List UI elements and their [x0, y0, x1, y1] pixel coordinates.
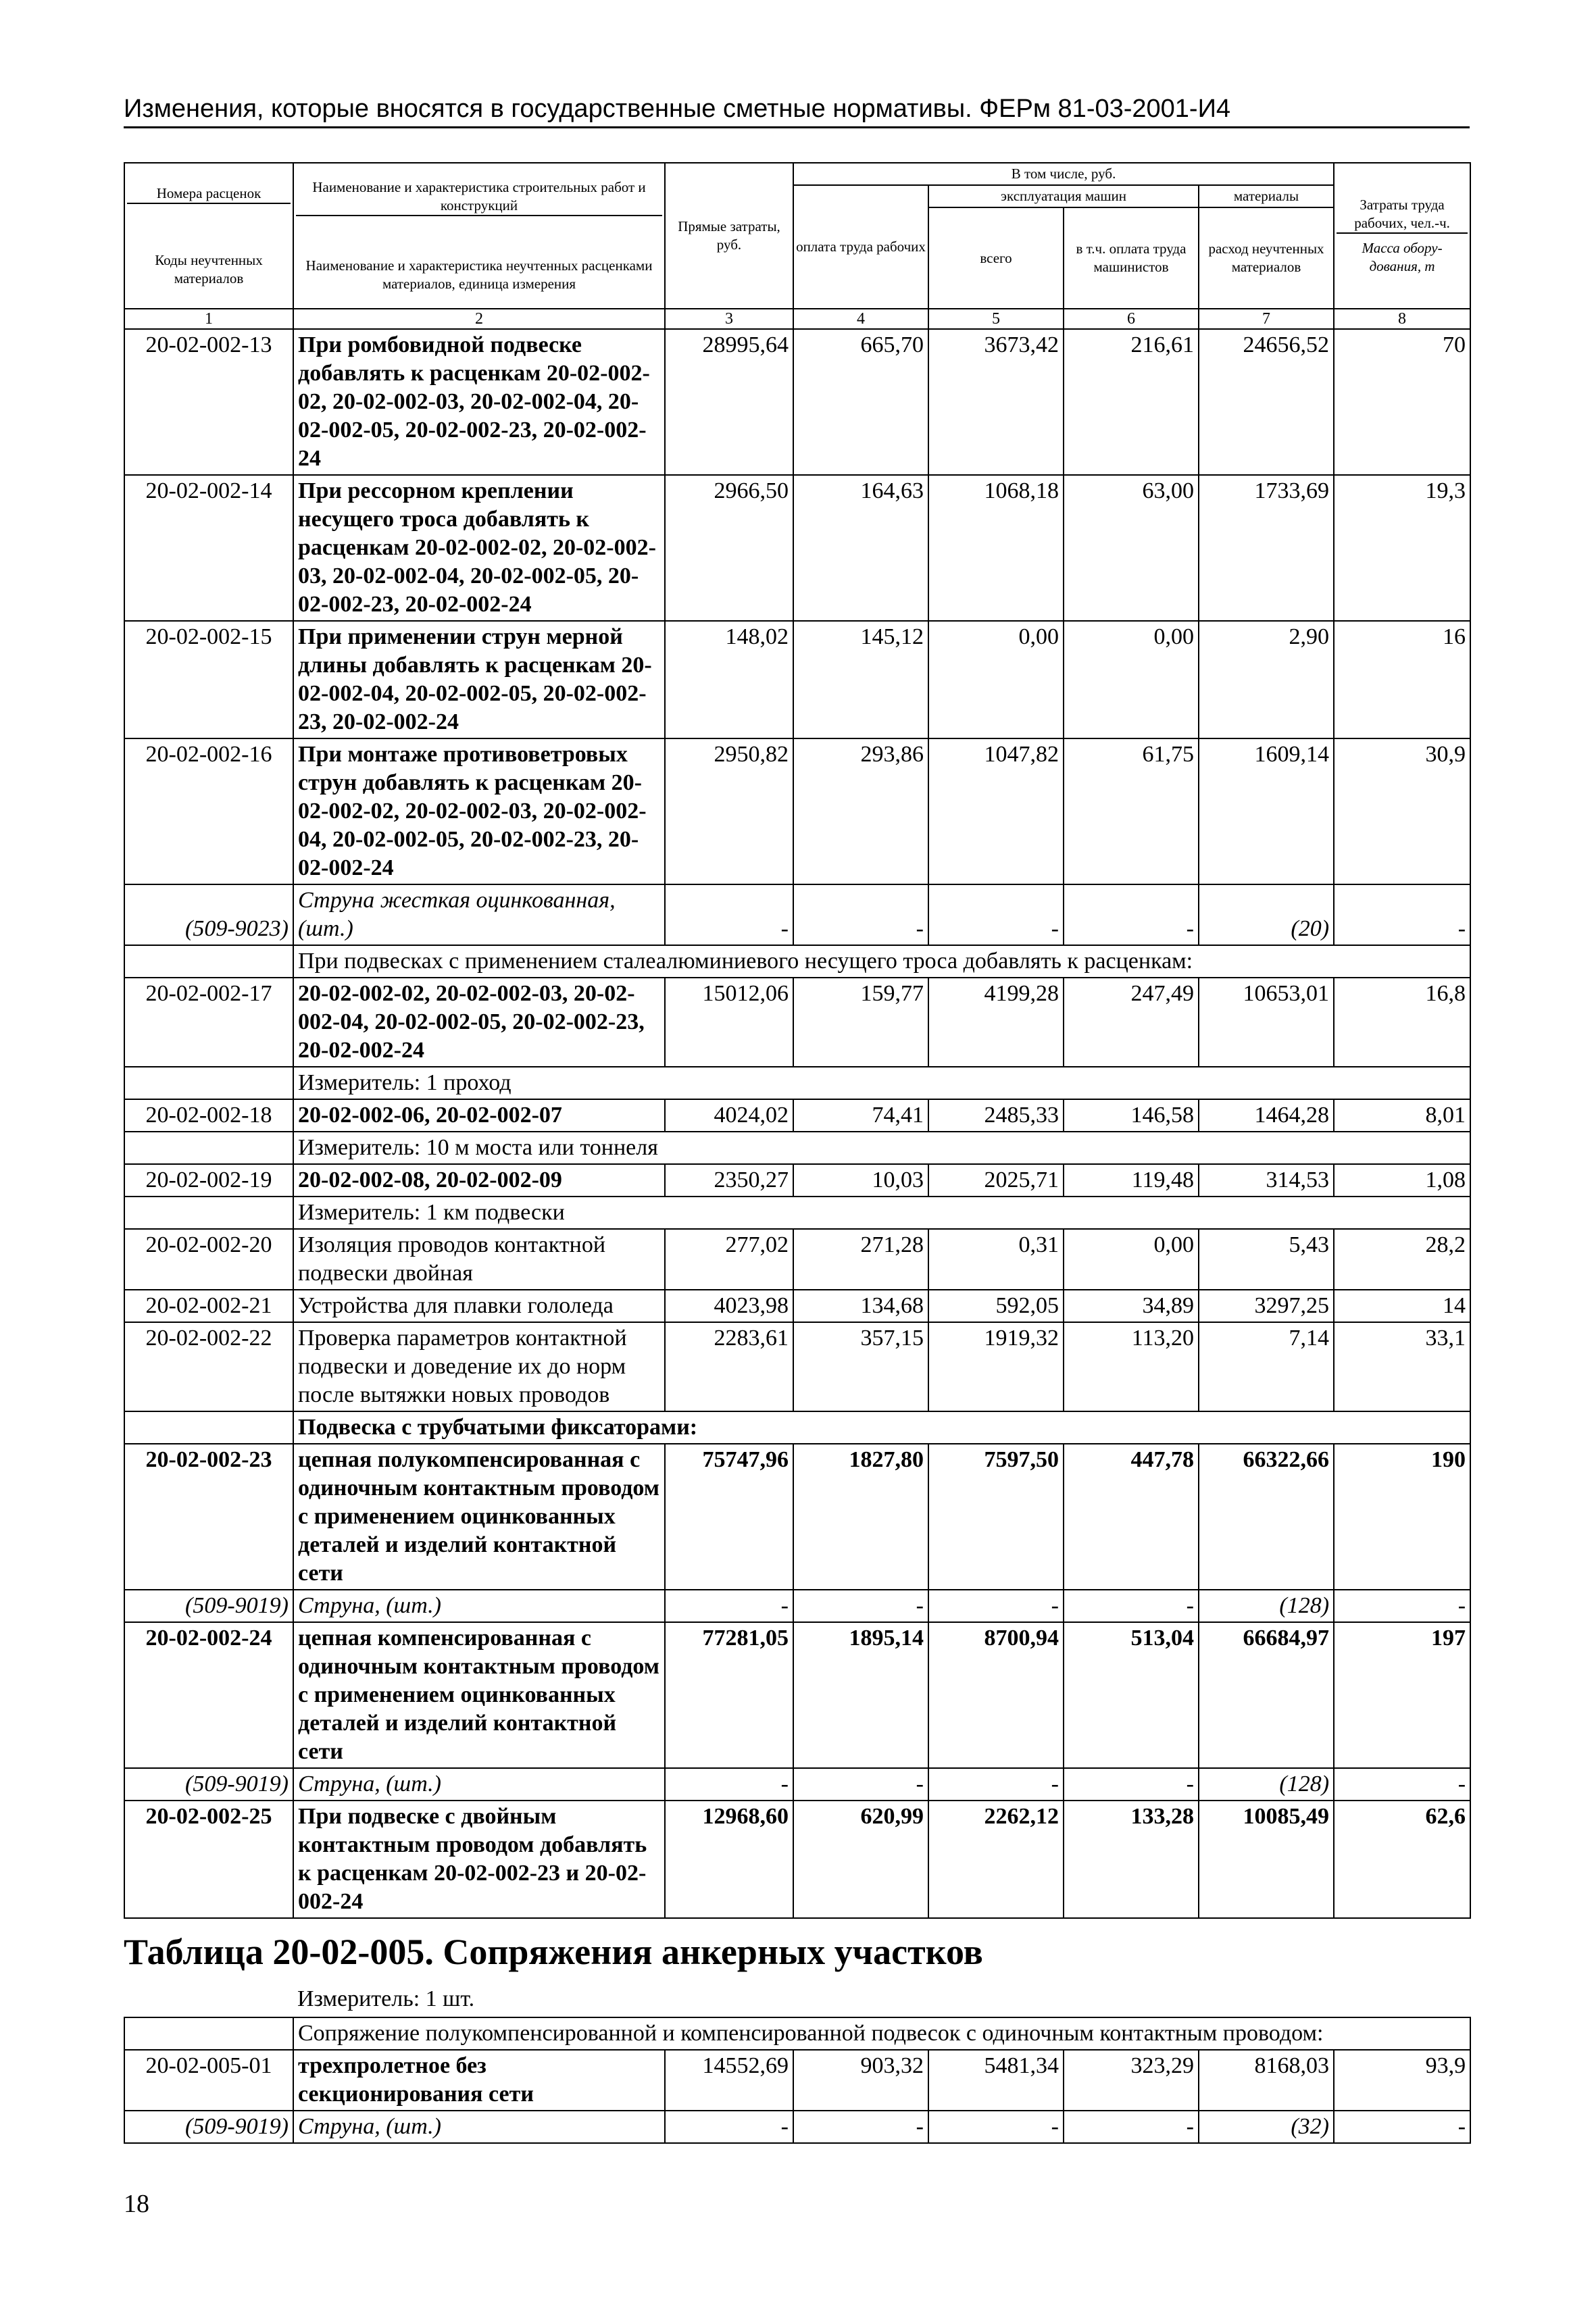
rate-mach: 1068,18 — [928, 475, 1064, 621]
rate-code: 20-02-002-17 — [124, 978, 293, 1067]
rate-mach_w: 61,75 — [1064, 738, 1199, 884]
table-row — [124, 2050, 1470, 2111]
empty-cell — [124, 1132, 293, 1164]
rate-labor: 19,3 — [1334, 475, 1470, 621]
dash-cell: - — [1064, 2111, 1199, 2143]
resource-row — [124, 1768, 1470, 1801]
rate-wages: 134,68 — [793, 1290, 928, 1322]
rate-mach_w: 0,00 — [1064, 621, 1199, 738]
col-header-materials: материалы — [1199, 185, 1334, 207]
rate-wages: 620,99 — [793, 1801, 928, 1918]
dash-cell: - — [793, 1768, 928, 1801]
rate-mat: 1464,28 — [1199, 1099, 1334, 1132]
resource-name: Струна жесткая оцинкованная, (шт.) — [293, 884, 665, 945]
rate-direct: 2966,50 — [665, 475, 793, 621]
rate-direct: 75747,96 — [665, 1444, 793, 1590]
section-row — [124, 1067, 1470, 1099]
rate-mach_w: 216,61 — [1064, 329, 1199, 475]
dash-cell: - — [665, 2111, 793, 2143]
section-label: Измеритель: 10 м моста или тоннеля — [293, 1132, 1470, 1164]
empty-cell — [124, 1411, 293, 1444]
rate-labor: 30,9 — [1334, 738, 1470, 884]
table-row — [124, 475, 1470, 621]
rate-mach: 592,05 — [928, 1290, 1064, 1322]
rate-mach: 2025,71 — [928, 1164, 1064, 1197]
col-header-labor-cost: Затраты труда рабочих, чел.-ч. — [1337, 196, 1468, 234]
rate-name: Устройства для плавки гололеда — [293, 1290, 665, 1322]
dash-cell: - — [793, 884, 928, 945]
col-header-codes — [124, 163, 293, 309]
col-number: 5 — [928, 309, 1064, 329]
table-row — [124, 1322, 1470, 1411]
dash-cell: - — [1064, 884, 1199, 945]
resource-code: (509-9019) — [124, 1590, 293, 1622]
rate-wages: 271,28 — [793, 1229, 928, 1290]
table-row — [124, 1290, 1470, 1322]
section-row — [124, 1132, 1470, 1164]
rate-wages: 145,12 — [793, 621, 928, 738]
rate-labor: 16,8 — [1334, 978, 1470, 1067]
rate-mach: 2485,33 — [928, 1099, 1064, 1132]
dash-cell: - — [1064, 1590, 1199, 1622]
rate-labor: 28,2 — [1334, 1229, 1470, 1290]
rate-code: 20-02-002-22 — [124, 1322, 293, 1411]
dash-cell: - — [928, 1590, 1064, 1622]
rate-mach_w: 247,49 — [1064, 978, 1199, 1067]
resource-amount: (128) — [1199, 1590, 1334, 1622]
rate-direct: 14552,69 — [665, 2050, 793, 2111]
rate-mach: 3673,42 — [928, 329, 1064, 475]
dash-cell: - — [1334, 884, 1470, 945]
rate-name: 20-02-002-06, 20-02-002-07 — [293, 1099, 665, 1132]
rate-mach_w: 0,00 — [1064, 1229, 1199, 1290]
col-header-mach-total: всего — [928, 207, 1064, 309]
rate-mat: 66322,66 — [1199, 1444, 1334, 1590]
rate-direct: 2950,82 — [665, 738, 793, 884]
rate-code: 20-02-005-01 — [124, 2050, 293, 2111]
col-number: 3 — [665, 309, 793, 329]
rate-direct: 277,02 — [665, 1229, 793, 1290]
table-row — [124, 738, 1470, 884]
table-row — [124, 1444, 1470, 1590]
col-number: 4 — [793, 309, 928, 329]
rate-name: При подвеске с двойным контактным проводом добавлять к расценкам 20-02-002-23 и 20-02-002-24 — [293, 1801, 665, 1918]
rate-code: 20-02-002-25 — [124, 1801, 293, 1918]
rate-mach: 5481,34 — [928, 2050, 1064, 2111]
table-title: Таблица 20-02-005. Сопряжения анкерных участков — [124, 1932, 983, 1972]
anchor-table — [124, 2017, 1471, 2144]
rate-mach: 7597,50 — [928, 1444, 1064, 1590]
rate-wages: 1827,80 — [793, 1444, 928, 1590]
table-row — [124, 621, 1470, 738]
dash-cell: - — [1334, 2111, 1470, 2143]
rate-mach_w: 63,00 — [1064, 475, 1199, 621]
section-label: Измеритель: 1 проход — [293, 1067, 1470, 1099]
rate-mat: 8168,03 — [1199, 2050, 1334, 2111]
section-label: Сопряжение полукомпенсированной и компенсированной подвесок с одиночным контактным проводом: — [293, 2017, 1470, 2050]
rate-code: 20-02-002-20 — [124, 1229, 293, 1290]
rate-direct: 4024,02 — [665, 1099, 793, 1132]
rate-labor: 70 — [1334, 329, 1470, 475]
rate-direct: 4023,98 — [665, 1290, 793, 1322]
col-number: 6 — [1064, 309, 1199, 329]
rate-mach: 0,31 — [928, 1229, 1064, 1290]
col-header-mat-unaccounted: расход неучтенных материалов — [1199, 207, 1334, 309]
rate-code: 20-02-002-23 — [124, 1444, 293, 1590]
rate-code: 20-02-002-13 — [124, 329, 293, 475]
rates-table — [124, 162, 1471, 1919]
table-row — [124, 329, 1470, 475]
resource-row — [124, 2111, 1470, 2143]
rate-labor: 33,1 — [1334, 1322, 1470, 1411]
section-label: При подвесках с применением сталеалюминиевого несущего троса добавлять к расценкам: — [293, 945, 1470, 978]
rate-mach: 1047,82 — [928, 738, 1064, 884]
rate-labor: 93,9 — [1334, 2050, 1470, 2111]
resource-name: Струна, (шт.) — [293, 2111, 665, 2143]
dash-cell: - — [928, 884, 1064, 945]
section-label: Подвеска с трубчатыми фиксаторами: — [293, 1411, 1470, 1444]
dash-cell: - — [793, 2111, 928, 2143]
rate-mach_w: 119,48 — [1064, 1164, 1199, 1197]
section-label: Измеритель: 1 км подвески — [293, 1197, 1470, 1229]
rate-code: 20-02-002-21 — [124, 1290, 293, 1322]
rate-labor: 14 — [1334, 1290, 1470, 1322]
resource-code: (509-9019) — [124, 1768, 293, 1801]
col-number: 2 — [293, 309, 665, 329]
rate-direct: 148,02 — [665, 621, 793, 738]
empty-cell — [124, 1067, 293, 1099]
rate-mat: 5,43 — [1199, 1229, 1334, 1290]
rate-mach: 1919,32 — [928, 1322, 1064, 1411]
rate-name: При применении струн мерной длины добавлять к расценкам 20-02-002-04, 20-02-002-05, 20-02-002-23, 20-02-002-24 — [293, 621, 665, 738]
table-row — [124, 1164, 1470, 1197]
rate-mat: 7,14 — [1199, 1322, 1334, 1411]
rate-mat: 1609,14 — [1199, 738, 1334, 884]
rate-wages: 293,86 — [793, 738, 928, 884]
empty-cell — [124, 2017, 293, 2050]
col-header-mass: Масса обору-дования, т — [1362, 240, 1443, 274]
rate-mat: 10653,01 — [1199, 978, 1334, 1067]
rate-name: цепная полукомпенсированная с одиночным контактным проводом с применением оцинкованных деталей и изделий контактной сети — [293, 1444, 665, 1590]
rate-name: При рессорном креплении несущего троса добавлять к расценкам 20-02-002-02, 20-02-002-03, 20-02-002-04, 20-02-002-05, 20-02-002-23, 20-02-002-24 — [293, 475, 665, 621]
rate-labor: 197 — [1334, 1622, 1470, 1768]
rate-code: 20-02-002-24 — [124, 1622, 293, 1768]
col-header-mach-wages: в т.ч. оплата труда машинистов — [1064, 207, 1199, 309]
rate-wages: 665,70 — [793, 329, 928, 475]
resource-row — [124, 884, 1470, 945]
dash-cell: - — [1334, 1590, 1470, 1622]
table-row — [124, 1801, 1470, 1918]
rate-wages: 164,63 — [793, 475, 928, 621]
col-header-incl: В том числе, руб. — [793, 163, 1334, 185]
rate-code: 20-02-002-14 — [124, 475, 293, 621]
rate-labor: 1,08 — [1334, 1164, 1470, 1197]
col-header-material-codes: Коды неучтенных материалов — [155, 251, 263, 286]
col-header-machines: эксплуатация машин — [928, 185, 1199, 207]
rate-labor: 190 — [1334, 1444, 1470, 1590]
rate-name: 20-02-002-08, 20-02-002-09 — [293, 1164, 665, 1197]
table-head — [124, 163, 1470, 329]
table-row — [124, 1099, 1470, 1132]
rate-name: При ромбовидной подвеске добавлять к расценкам 20-02-002-02, 20-02-002-03, 20-02-002-04, 20-02-002-05, 20-02-002-23, 20-02-002-24 — [293, 329, 665, 475]
resource-name: Струна, (шт.) — [293, 1590, 665, 1622]
dash-cell: - — [665, 884, 793, 945]
col-header-names — [293, 163, 665, 309]
resource-code: (509-9019) — [124, 2111, 293, 2143]
dash-cell: - — [665, 1590, 793, 1622]
resource-code: (509-9023) — [124, 884, 293, 945]
rate-name: Изоляция проводов контактной подвески двойная — [293, 1229, 665, 1290]
rate-mat: 24656,52 — [1199, 329, 1334, 475]
rate-name: трехпролетное без секционирования сети — [293, 2050, 665, 2111]
rate-mach_w: 133,28 — [1064, 1801, 1199, 1918]
rate-mach: 8700,94 — [928, 1622, 1064, 1768]
page-header: Изменения, которые вносятся в государственные сметные нормативы. ФЕРм 81-03-2001-И4 — [124, 95, 1470, 128]
col-header-materials-name: Наименование и характеристика неучтенных расценками материалов, единица измерения — [305, 257, 653, 292]
rate-labor: 16 — [1334, 621, 1470, 738]
col-number: 7 — [1199, 309, 1334, 329]
rate-mat: 3297,25 — [1199, 1290, 1334, 1322]
col-header-labor — [1334, 163, 1470, 309]
table-body — [124, 329, 1470, 1918]
rate-mat: 66684,97 — [1199, 1622, 1334, 1768]
rate-wages: 10,03 — [793, 1164, 928, 1197]
rate-mach_w: 146,58 — [1064, 1099, 1199, 1132]
rate-name: Проверка параметров контактной подвески и доведение их до норм после вытяжки новых проводов — [293, 1322, 665, 1411]
rate-name: При монтаже противоветровых струн добавлять к расценкам 20-02-002-02, 20-02-002-03, 20-02-002-04, 20-02-002-05, 20-02-002-23, 20-02-002-24 — [293, 738, 665, 884]
dash-cell: - — [1334, 1768, 1470, 1801]
table-row — [124, 978, 1470, 1067]
rate-mach: 4199,28 — [928, 978, 1064, 1067]
rate-wages: 74,41 — [793, 1099, 928, 1132]
resource-row — [124, 1590, 1470, 1622]
empty-cell — [124, 1197, 293, 1229]
section-row — [124, 1411, 1470, 1444]
rate-wages: 357,15 — [793, 1322, 928, 1411]
dash-cell: - — [928, 2111, 1064, 2143]
dash-cell: - — [1064, 1768, 1199, 1801]
rate-direct: 12968,60 — [665, 1801, 793, 1918]
rate-mach_w: 34,89 — [1064, 1290, 1199, 1322]
rate-mat: 1733,69 — [1199, 475, 1334, 621]
dash-cell: - — [665, 1768, 793, 1801]
col-number: 1 — [124, 309, 293, 329]
dash-cell: - — [793, 1590, 928, 1622]
resource-name: Струна, (шт.) — [293, 1768, 665, 1801]
rate-direct: 15012,06 — [665, 978, 793, 1067]
col-header-direct: Прямые затраты, руб. — [665, 163, 793, 309]
rate-name: цепная компенсированная с одиночным контактным проводом с применением оцинкованных деталей и изделий контактной сети — [293, 1622, 665, 1768]
rate-mach_w: 113,20 — [1064, 1322, 1199, 1411]
col-header-works: Наименование и характеристика строительных работ и конструкций — [296, 178, 662, 216]
rate-mach: 0,00 — [928, 621, 1064, 738]
rate-mach_w: 323,29 — [1064, 2050, 1199, 2111]
section-row — [124, 1197, 1470, 1229]
rate-mat: 10085,49 — [1199, 1801, 1334, 1918]
rate-code: 20-02-002-16 — [124, 738, 293, 884]
col-header-wages: оплата труда рабочих — [793, 185, 928, 309]
page-number: 18 — [124, 2190, 149, 2218]
col-number: 8 — [1334, 309, 1470, 329]
rate-wages: 1895,14 — [793, 1622, 928, 1768]
rate-wages: 159,77 — [793, 978, 928, 1067]
rate-direct: 2283,61 — [665, 1322, 793, 1411]
rate-mach: 2262,12 — [928, 1801, 1064, 1918]
rate-labor: 8,01 — [1334, 1099, 1470, 1132]
rate-name: 20-02-002-02, 20-02-002-03, 20-02-002-04, 20-02-002-05, 20-02-002-23, 20-02-002-24 — [293, 978, 665, 1067]
table-row — [124, 1229, 1470, 1290]
dash-cell: - — [928, 1768, 1064, 1801]
rate-code: 20-02-002-15 — [124, 621, 293, 738]
rate-direct: 2350,27 — [665, 1164, 793, 1197]
rate-direct: 28995,64 — [665, 329, 793, 475]
rate-labor: 62,6 — [1334, 1801, 1470, 1918]
empty-cell — [124, 945, 293, 978]
resource-amount: (128) — [1199, 1768, 1334, 1801]
table-body — [124, 2017, 1470, 2143]
rate-mach_w: 513,04 — [1064, 1622, 1199, 1768]
table-row — [124, 1622, 1470, 1768]
rate-code: 20-02-002-18 — [124, 1099, 293, 1132]
rate-mach_w: 447,78 — [1064, 1444, 1199, 1590]
section-row — [124, 945, 1470, 978]
rate-direct: 77281,05 — [665, 1622, 793, 1768]
section-row — [124, 2017, 1470, 2050]
resource-amount: (20) — [1199, 884, 1334, 945]
rate-mat: 2,90 — [1199, 621, 1334, 738]
rate-wages: 903,32 — [793, 2050, 928, 2111]
resource-amount: (32) — [1199, 2111, 1334, 2143]
rate-code: 20-02-002-19 — [124, 1164, 293, 1197]
rate-mat: 314,53 — [1199, 1164, 1334, 1197]
col-header-rates: Номера расценок — [127, 184, 291, 204]
meter-label: Измеритель: 1 шт. — [297, 1986, 475, 2011]
